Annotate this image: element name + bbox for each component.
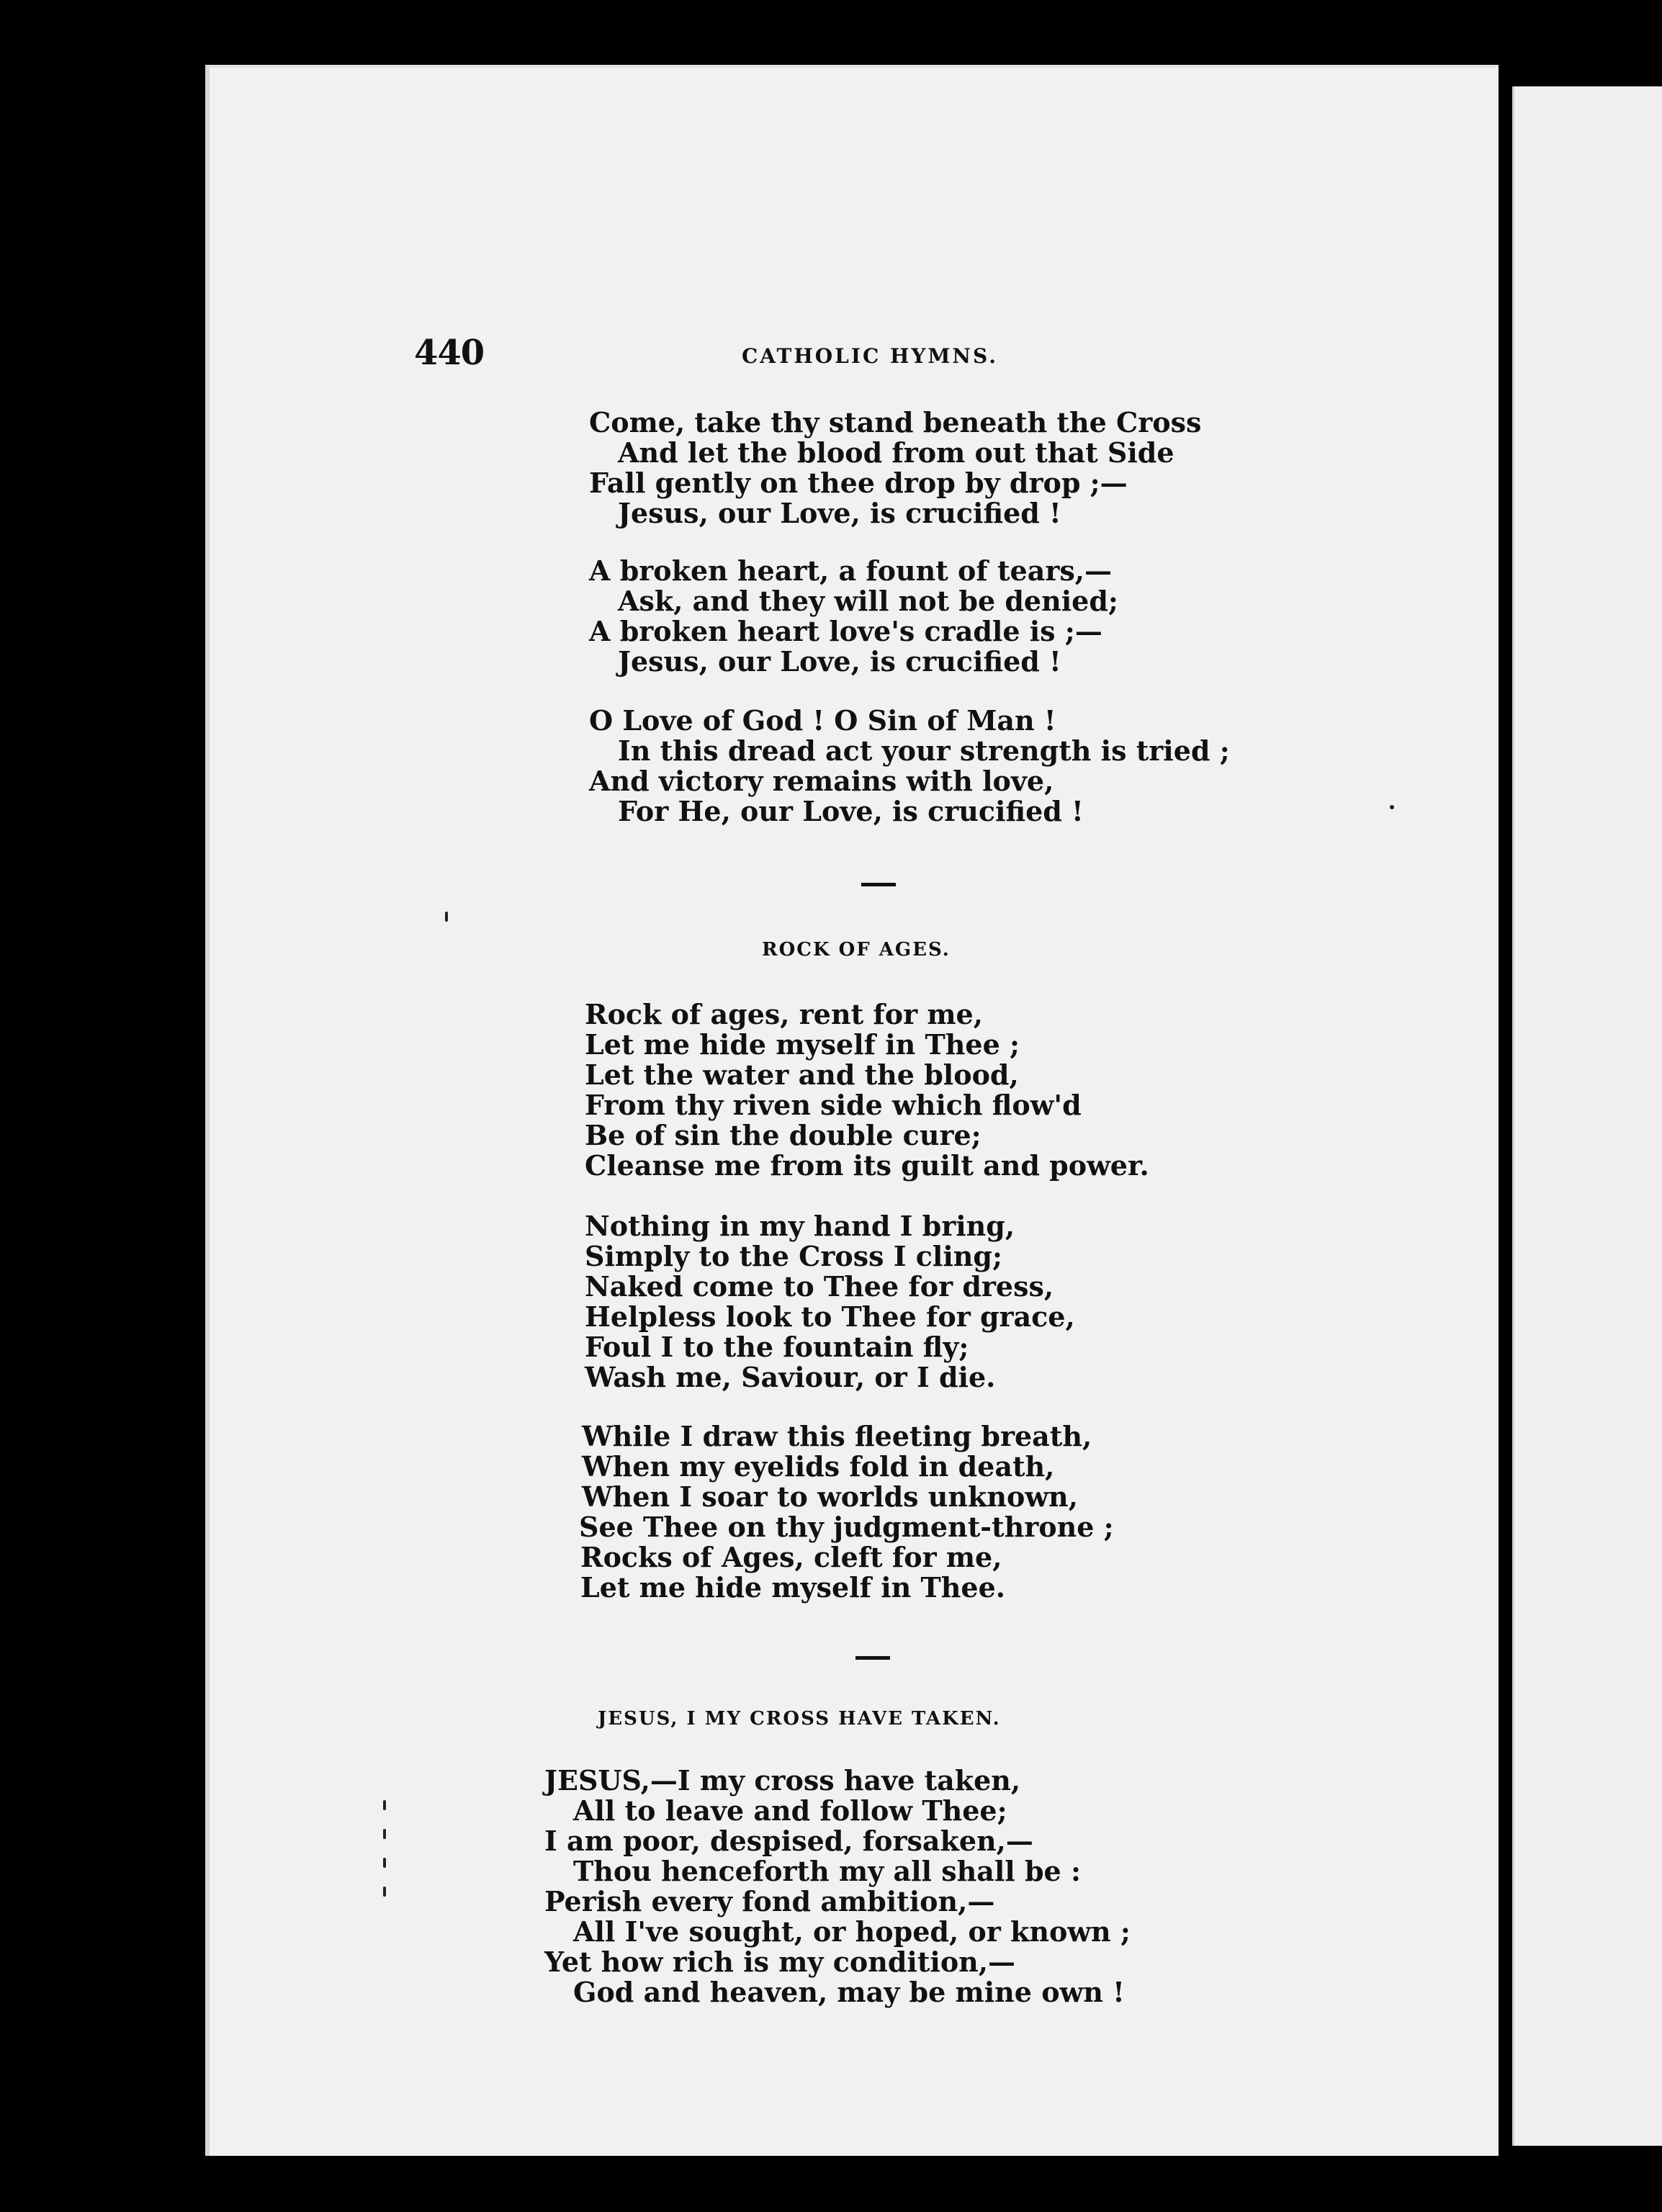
stanza-line: Jesus, our Love, is crucified ! bbox=[618, 645, 1061, 678]
stanza-line: Wash me, Saviour, or I die. bbox=[585, 1361, 996, 1393]
stanza-line: Come, take thy stand beneath the Cross bbox=[589, 406, 1202, 439]
stanza-line: O Love of God ! O Sin of Man ! bbox=[589, 704, 1056, 737]
running-head: CATHOLIC HYMNS. bbox=[742, 344, 998, 368]
stanza-line: Cleanse me from its guilt and power. bbox=[585, 1149, 1149, 1182]
page-number: 440 bbox=[414, 333, 485, 373]
stanza-line: From thy riven side which flow'd bbox=[585, 1089, 1082, 1121]
stanza-line: Helpless look to Thee for grace, bbox=[585, 1300, 1075, 1333]
stanza-line: Yet how rich is my condition,— bbox=[544, 1946, 1016, 1978]
stanza-line: All I've sought, or hoped, or known ; bbox=[573, 1915, 1131, 1948]
stanza-line: When my eyelids fold in death, bbox=[582, 1450, 1055, 1483]
stanza-line: Rocks of Ages, cleft for me, bbox=[580, 1541, 1002, 1573]
stanza-line: And victory remains with love, bbox=[589, 765, 1054, 797]
print-speck bbox=[383, 1829, 386, 1839]
hymn-title: ROCK OF AGES. bbox=[762, 939, 951, 961]
stanza-line: Simply to the Cross I cling; bbox=[585, 1240, 1002, 1272]
stanza-line: Let me hide myself in Thee. bbox=[580, 1571, 1005, 1604]
stanza-line: Fall gently on thee drop by drop ;— bbox=[589, 467, 1128, 499]
stanza-line: Be of sin the double cure; bbox=[585, 1119, 982, 1151]
section-divider bbox=[861, 883, 896, 886]
stanza-line: God and heaven, may be mine own ! bbox=[573, 1976, 1125, 2008]
stanza-line: Jesus, our Love, is crucified ! bbox=[618, 497, 1061, 529]
stanza-line: Rock of ages, rent for me, bbox=[585, 998, 983, 1030]
stanza-line: All to leave and follow Thee; bbox=[573, 1794, 1007, 1827]
print-speck bbox=[1390, 805, 1394, 809]
print-speck bbox=[383, 1800, 386, 1810]
print-speck bbox=[383, 1858, 386, 1868]
stanza-line: Perish every fond ambition,— bbox=[544, 1885, 995, 1917]
stanza-line: I am poor, despised, forsaken,— bbox=[544, 1825, 1033, 1857]
stanza-line: See Thee on thy judgment-throne ; bbox=[579, 1511, 1114, 1543]
adjacent-page-edge bbox=[1512, 86, 1662, 2146]
stanza-line: JESUS,—I my cross have taken, bbox=[544, 1764, 1021, 1797]
stanza-line: Thou henceforth my all shall be : bbox=[573, 1855, 1081, 1887]
section-divider bbox=[855, 1656, 890, 1660]
stanza-line: Foul I to the fountain fly; bbox=[585, 1331, 969, 1363]
stanza-line: When I soar to worlds unknown, bbox=[582, 1480, 1078, 1513]
stanza-line: A broken heart love's cradle is ;— bbox=[589, 615, 1102, 647]
hymn-title: JESUS, I MY CROSS HAVE TAKEN. bbox=[598, 1708, 1001, 1730]
stanza-line: Nothing in my hand I bring, bbox=[585, 1210, 1015, 1242]
stanza-line: A broken heart, a fount of tears,— bbox=[589, 554, 1112, 587]
print-speck bbox=[383, 1887, 386, 1897]
stanza-line: Let the water and the blood, bbox=[585, 1058, 1019, 1091]
stanza-line: While I draw this fleeting breath, bbox=[582, 1420, 1092, 1452]
stanza-line: Ask, and they will not be denied; bbox=[618, 585, 1118, 617]
stanza-line: Let me hide myself in Thee ; bbox=[585, 1028, 1020, 1061]
stanza-line: For He, our Love, is crucified ! bbox=[618, 795, 1084, 827]
stanza-line: Naked come to Thee for dress, bbox=[585, 1270, 1054, 1303]
stanza-line: And let the blood from out that Side bbox=[618, 436, 1174, 469]
print-speck bbox=[445, 912, 448, 922]
stanza-line: In this dread act your strength is tried ; bbox=[618, 734, 1230, 767]
